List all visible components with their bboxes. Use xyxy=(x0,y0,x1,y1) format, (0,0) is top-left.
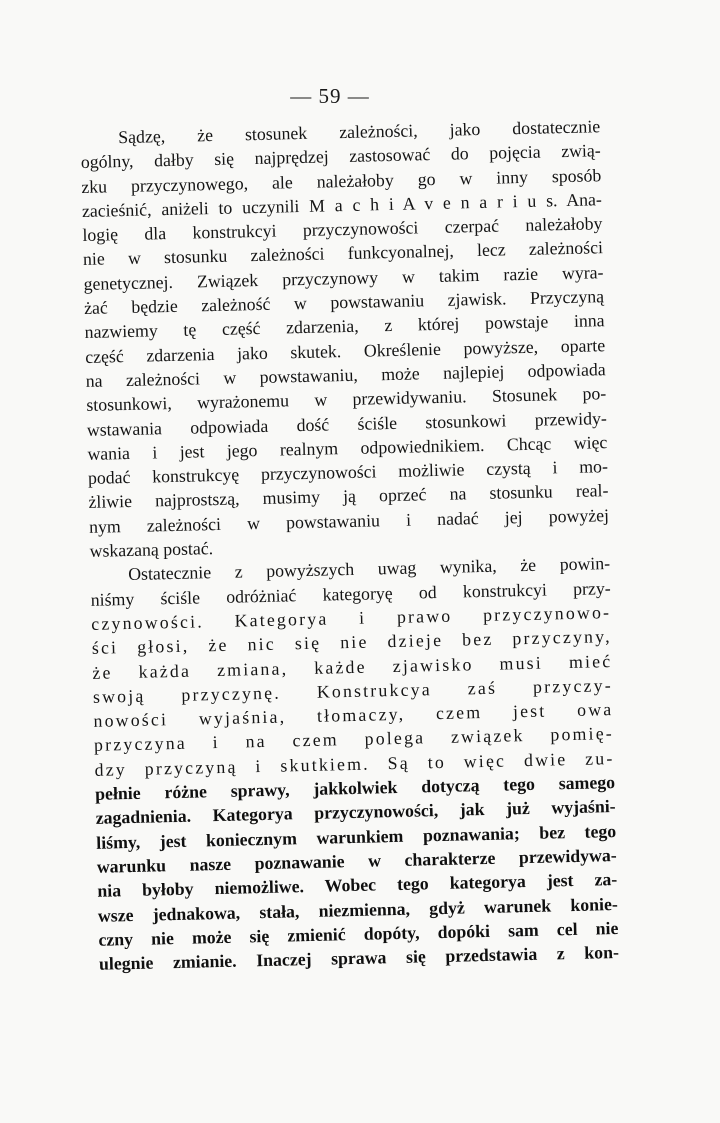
text-line: nazwiemy tę część zdarzenia, z której powstaje inna xyxy=(84,310,605,343)
text-line: podać konstrukcyę przyczynowości możliwie czystą i mo- xyxy=(87,456,609,489)
text-line: zagadnienia. Kategorya przyczynowości, jak już wyjaśni- xyxy=(95,796,616,829)
text-line: nym zależności w powstawaniu i nadać jej powyżej xyxy=(88,504,610,537)
text-line: żliwie najprostszą, musimy ją oprzeć na stosunku real- xyxy=(88,480,609,513)
text-line: Sądzę, że stosunek zależności, jako dostatecznie xyxy=(118,116,601,148)
text-line: wstawania odpowiada dość ściśle stosunkowi przewidy- xyxy=(86,407,607,440)
text-line: genetycznej. Związek przyczynowy w takim razie wyra- xyxy=(83,261,604,294)
text-line: stosunkowi, wyrażonemu w przewidywaniu. Stosunek po- xyxy=(86,383,607,416)
text-line: liśmy, jest koniecznym warunkiem poznawania; bez tego xyxy=(96,820,617,853)
text-line: niśmy ściśle odróżniać kategoryę od konstrukcyi przy- xyxy=(90,577,611,610)
text-line: przyczyna i na czem polega związek pomię- xyxy=(93,723,615,756)
text-line: Ostatecznie z powyższych uwag wynika, że powin- xyxy=(127,553,611,585)
text-line: wania i jest jego realnym odpowiednikiem. Chcąc więc xyxy=(87,431,608,464)
body-text xyxy=(80,114,619,976)
text-line: nowości wyjaśnia, tłomaczy, czem jest owa xyxy=(93,699,614,731)
text-line: ulegnie zmianie. Inaczej sprawa się przedstawia z kon- xyxy=(98,942,620,974)
text-line: ści głosi, że nic się nie dzieje bez przyczyny, xyxy=(91,626,612,659)
text-line: że każda zmiana, każde zjawisko musi mieć xyxy=(92,650,613,683)
text-line: część zdarzenia jako skutek. Określenie powyższe, oparte xyxy=(85,334,606,367)
text-line: na zależności w powstawaniu, może najlepiej odpowiada xyxy=(85,359,606,391)
text-line: swoją przyczynę. Konstrukcya zaś przyczy- xyxy=(92,674,614,707)
text-line: wsze jednakowa, stała, niezmienna, gdyż warunek konie- xyxy=(97,893,619,926)
text-line: nia byłoby niemożliwe. Wobec tego kategorya jest za- xyxy=(97,869,618,902)
text-line: czynowości. Kategorya i prawo przyczynowo- xyxy=(91,602,612,634)
text-line: wskazaną postać. xyxy=(89,538,214,561)
text-line: nie w stosunku zależności funkcyonalnej, lecz zależności xyxy=(82,237,604,270)
text-line: zku przyczynowego, ale należałoby go w inny sposób xyxy=(81,164,602,197)
text-line: zacieśnić, aniżeli to uczynili M a c h i A v e n a r i u s. Ana- xyxy=(81,189,603,221)
text-line: ogólny, dałby się najprędzej zastosować do pojęcia zwią- xyxy=(80,140,601,173)
page-number: — 59 — xyxy=(290,84,370,108)
text-line: warunku nasze poznawanie w charakterze przewidywa- xyxy=(96,844,617,877)
text-line: pełnie różne sprawy, jakkolwiek dotyczą tego samego xyxy=(94,772,616,804)
text-line: logię dla konstrukcyi przyczynowości czerpać należałoby xyxy=(82,213,603,246)
text-line: dzy przyczyną i skutkiem. Są to więc dwie zu- xyxy=(94,747,615,780)
text-line: żać będzie zależność w powstawaniu zjawisk. Przyczyną xyxy=(83,286,605,319)
text-line: czny nie może się zmienić dopóty, dopóki sam cel nie xyxy=(98,917,619,950)
